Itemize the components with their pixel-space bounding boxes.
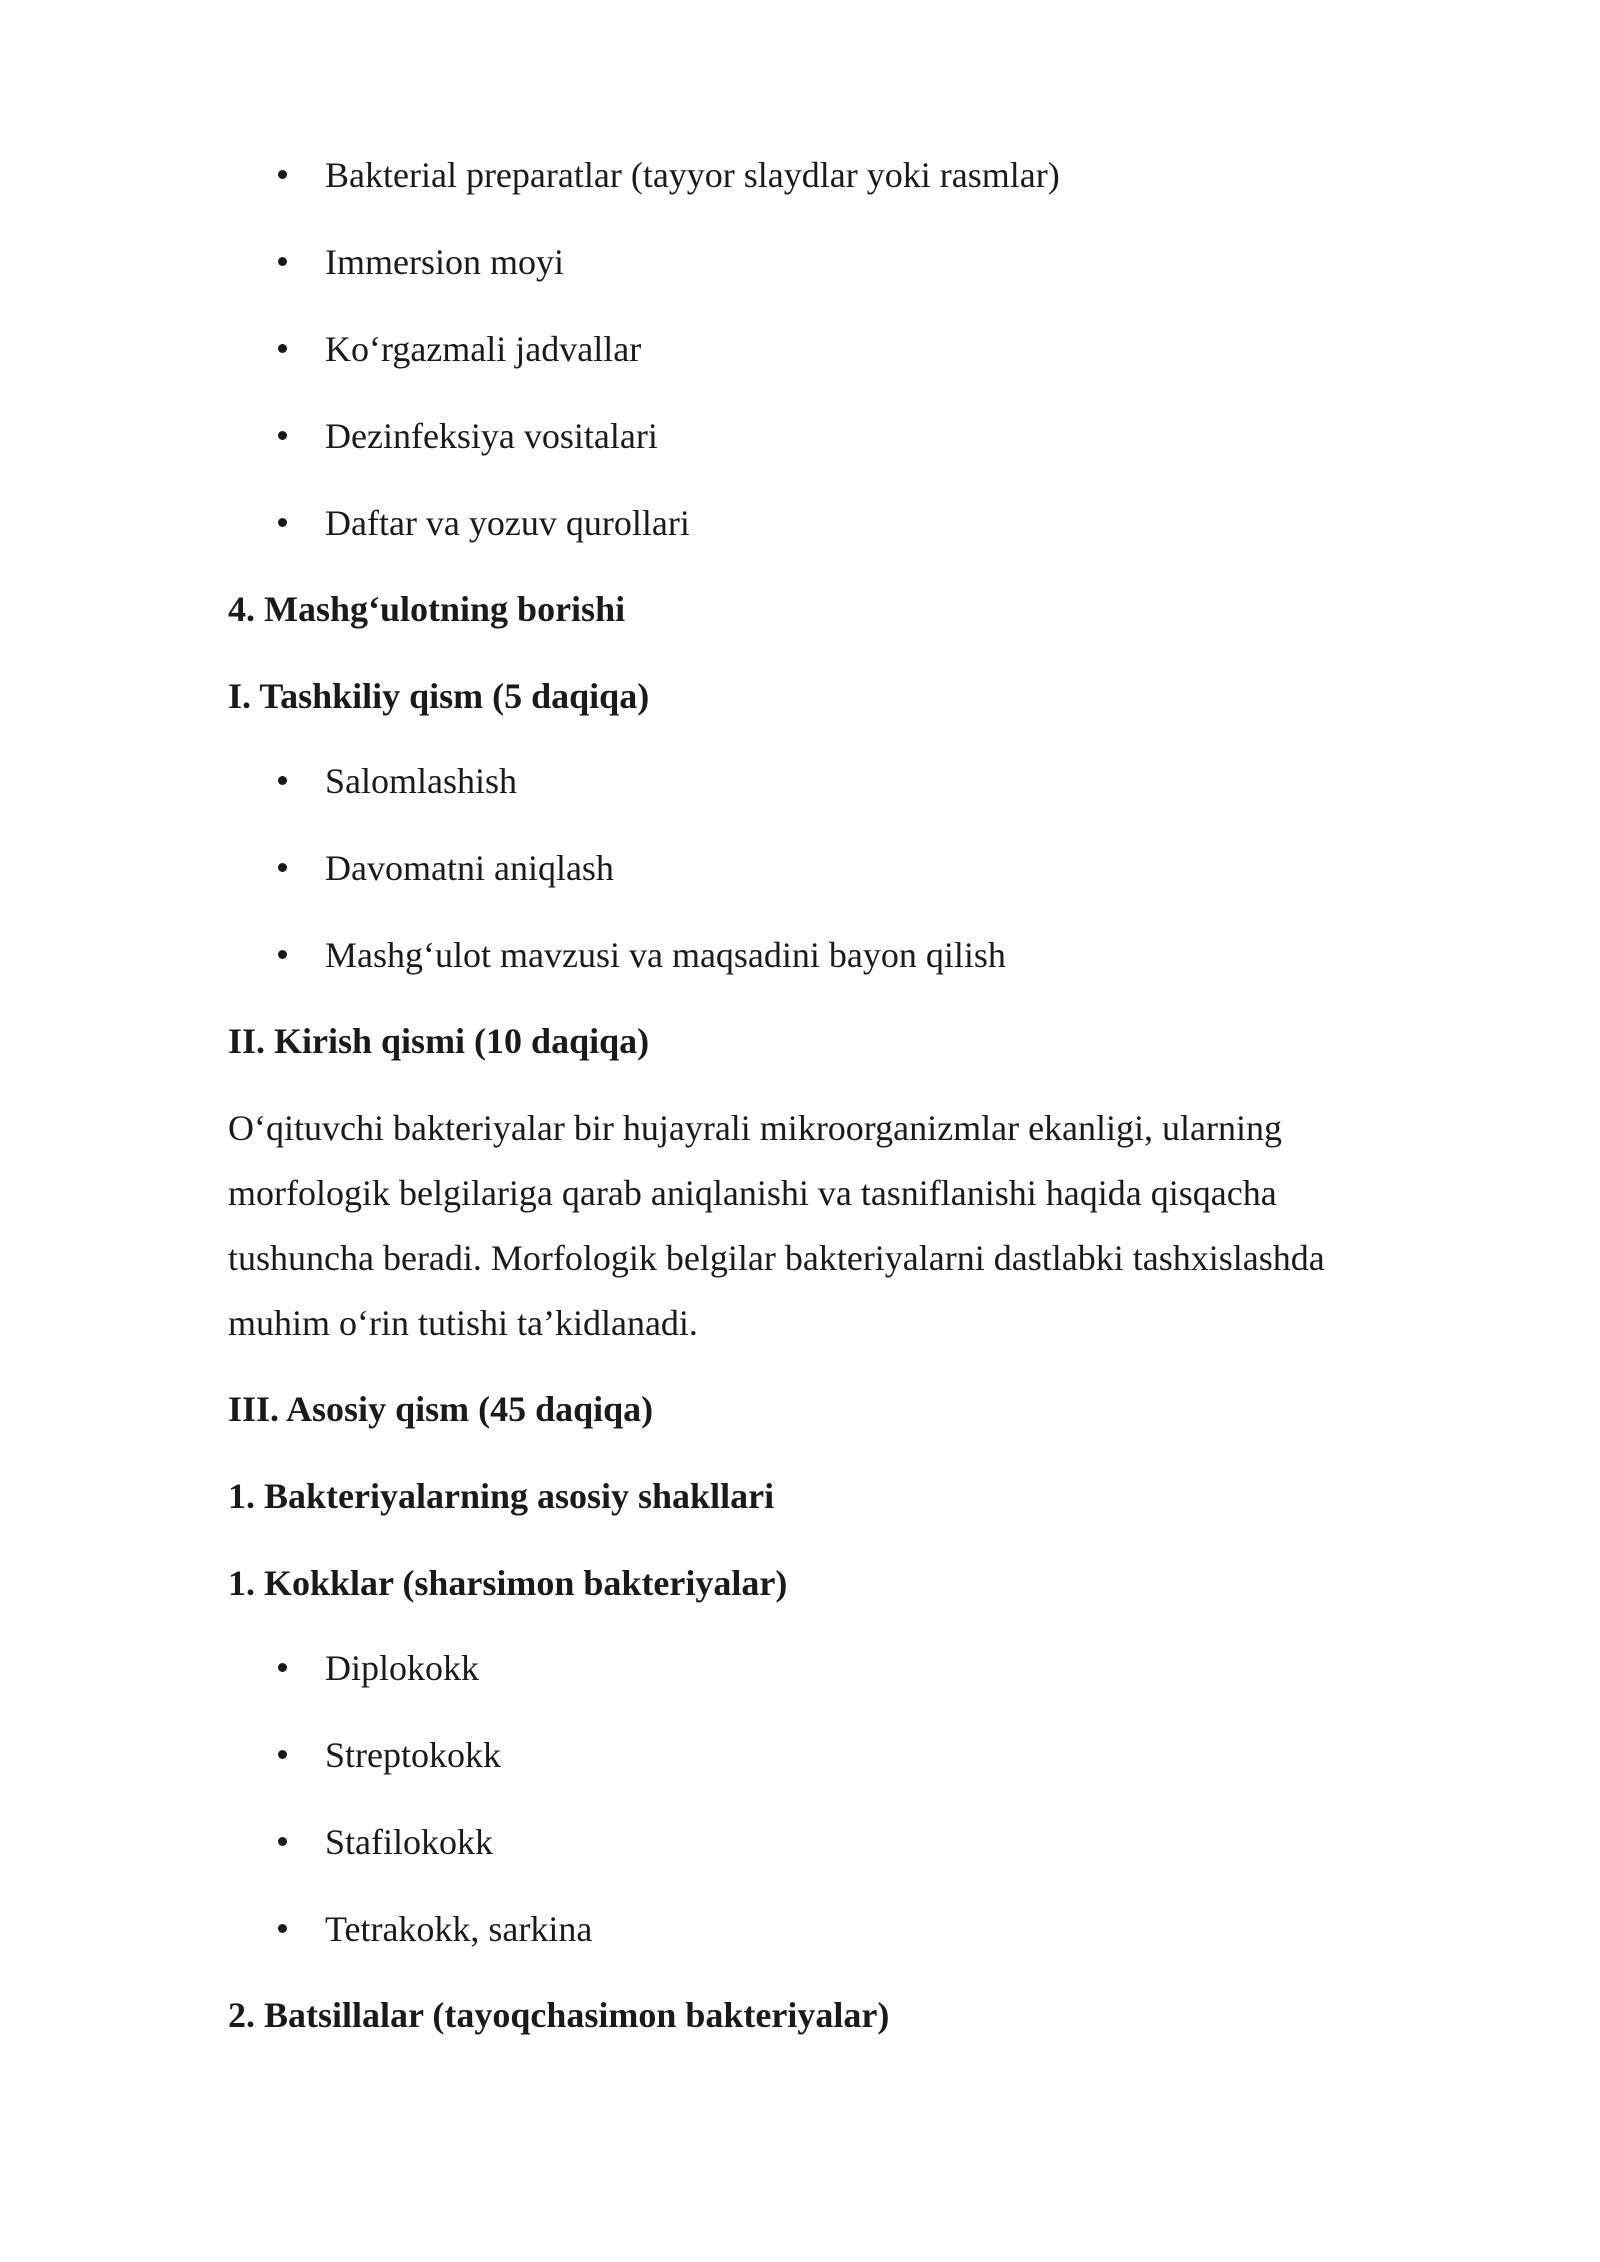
list-item: Ko‘rgazmali jadvallar <box>325 329 642 369</box>
paragraph-line: morfologik belgilariga qarab aniqlanishi va tasniflanishi haqida qisqacha <box>228 1173 1277 1213</box>
bullet-icon <box>278 1924 287 1933</box>
subheading: 1. Bakteriyalarning asosiy shakllari <box>228 1476 775 1516</box>
paragraph-line: muhim o‘rin tutishi ta’kidlanadi. <box>228 1303 698 1343</box>
bullet-icon <box>278 518 287 527</box>
bullet-icon <box>278 431 287 440</box>
bullet-icon <box>278 170 287 179</box>
list-item: Streptokokk <box>325 1735 501 1775</box>
bullet-icon <box>278 1663 287 1672</box>
subheading: 1. Kokklar (sharsimon bakteriyalar) <box>228 1563 788 1603</box>
bullet-icon <box>278 1837 287 1846</box>
section-heading: 4. Mashg‘ulotning borishi <box>228 589 626 629</box>
subheading: 2. Batsillalar (tayoqchasimon bakteriyalar) <box>228 1995 890 2035</box>
list-item: Salomlashish <box>325 761 518 801</box>
list-item: Bakterial preparatlar (tayyor slaydlar yoki rasmlar) <box>325 155 1060 195</box>
part-heading: I. Tashkiliy qism (5 daqiqa) <box>228 676 650 716</box>
list-item: Mashg‘ulot mavzusi va maqsadini bayon qilish <box>325 935 1006 975</box>
bullet-icon <box>278 863 287 872</box>
part-heading: III. Asosiy qism (45 daqiqa) <box>228 1389 654 1429</box>
list-item: Stafilokokk <box>325 1822 493 1862</box>
paragraph <box>228 1096 1398 1356</box>
list-item: Daftar va yozuv qurollari <box>325 503 690 543</box>
list-item: Davomatni aniqlash <box>325 848 614 888</box>
bullet-icon <box>278 776 287 785</box>
bullet-icon <box>278 257 287 266</box>
list-item: Dezinfeksiya vositalari <box>325 416 658 456</box>
bullet-icon <box>278 1750 287 1759</box>
bullet-icon <box>278 950 287 959</box>
paragraph-line: tushuncha beradi. Morfologik belgilar bakteriyalarni dastlabki tashxislashda <box>228 1238 1325 1278</box>
part-heading: II. Kirish qismi (10 daqiqa) <box>228 1021 650 1061</box>
list-item: Immersion moyi <box>325 242 564 282</box>
bullet-icon <box>278 344 287 353</box>
list-item: Diplokokk <box>325 1648 480 1688</box>
list-item: Tetrakokk, sarkina <box>325 1909 593 1949</box>
paragraph-line: O‘qituvchi bakteriyalar bir hujayrali mikroorganizmlar ekanligi, ularning <box>228 1108 1283 1148</box>
